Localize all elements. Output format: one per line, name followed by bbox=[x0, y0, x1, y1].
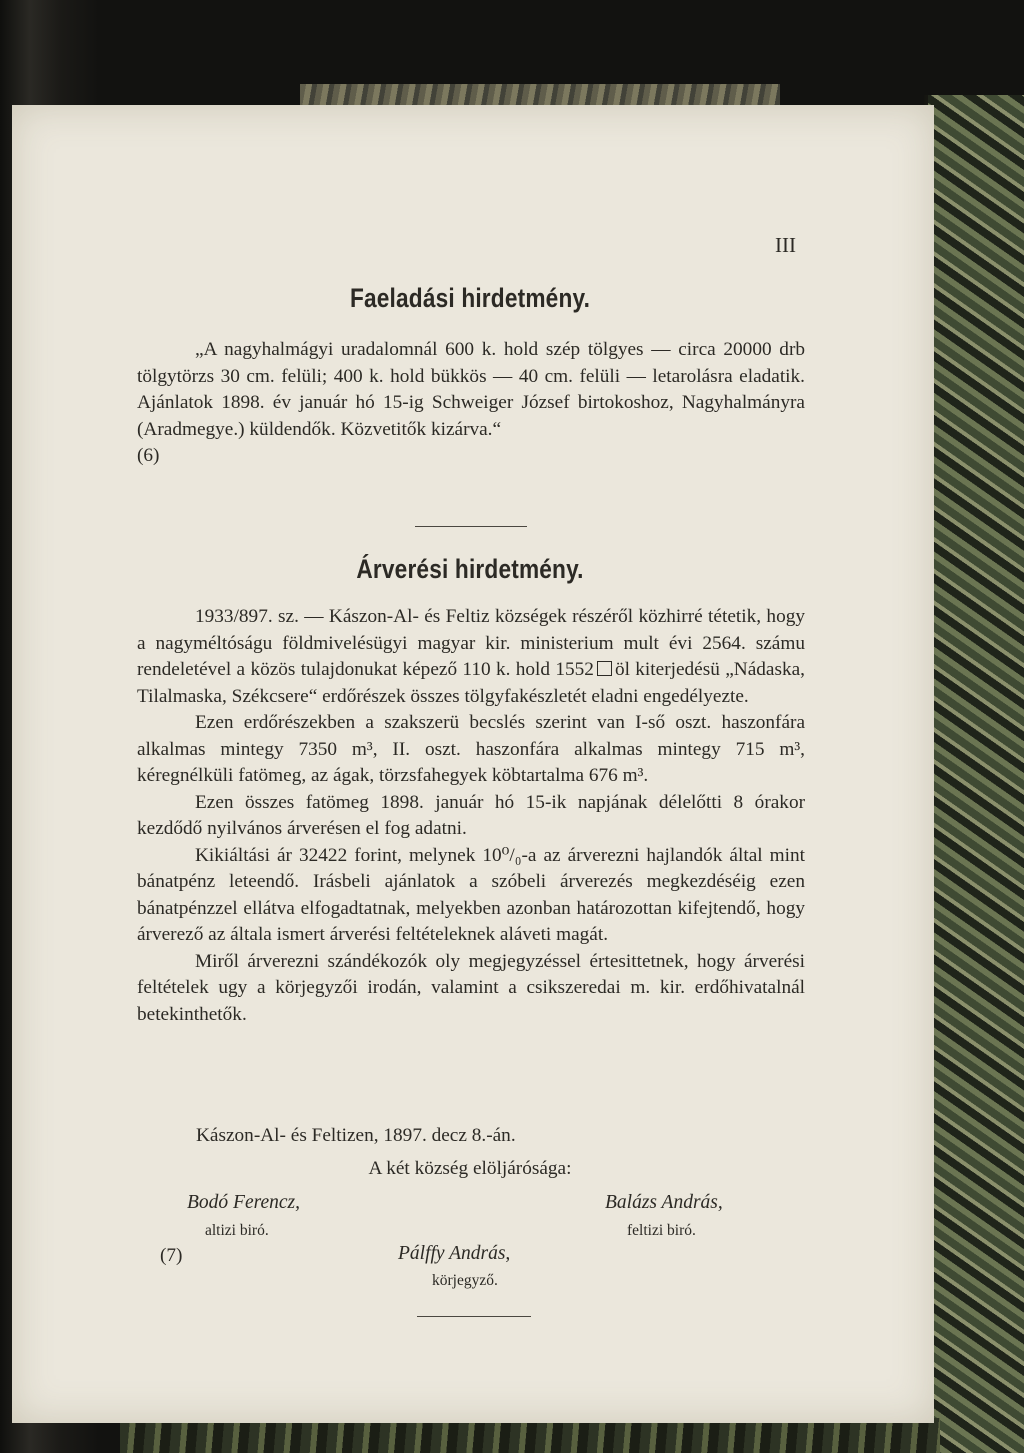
notice2-para3: Ezen összes fatömeg 1898. január hó 15-ik napjának délelőtti 8 órakor kezdődő nyilvános árverésen el fog adatni. bbox=[137, 791, 805, 839]
page-number: III bbox=[775, 233, 796, 257]
notice2-para5: Miről árverezni szándékozók oly megjegyzéssel értesittetnek, hogy árverési feltételek ugy a körjegyzői irodán, valamint a csikszeredai m. kir. erdőhivatalnál betekinthetők. bbox=[137, 950, 805, 1025]
signature-left-role: altizi biró. bbox=[205, 1222, 269, 1239]
notice2-ref: (7) bbox=[160, 1245, 183, 1266]
place-date: Kászon-Al- és Feltizen, 1897. decz 8.-án. bbox=[196, 1125, 516, 1146]
section-divider bbox=[415, 526, 527, 527]
notice2-title: Árverési hirdetmény. bbox=[356, 554, 584, 584]
signature-right-name: Balázs András, bbox=[605, 1192, 723, 1213]
notice2-para2: Ezen erdőrészekben a szakszerü becslés szerint van I-ső oszt. haszonfára alkalmas mintegy 7350 m³, II. oszt. haszonfára alkalmas mintegy 715 m³, kéregnélküli fatömeg, az ágak, törzsfahegyek köbtartalma 676 m³. bbox=[137, 712, 805, 786]
notice1-ref: (6) bbox=[137, 445, 160, 466]
notice1-title: Faeladási hirdetmény. bbox=[349, 283, 591, 313]
book-binding bbox=[928, 95, 1024, 1453]
end-divider bbox=[417, 1316, 531, 1317]
notice2-para1b: öl kiterjedésü „Nádaska, Tilalmaska, Székcsere“ erdőrészek összes tölgyfakészletét eladni engedélyezte. bbox=[137, 659, 805, 707]
notice1-body bbox=[137, 337, 805, 470]
page-bottom-edge bbox=[120, 1418, 940, 1453]
notice1-text: „A nagyhalmágyi uradalomnál 600 k. hold szép tölgyes — circa 20000 drb tölgytörzs 30 cm. felüli; 400 k. hold bükkös — 40 cm. felüli — letarolásra eladatik. Ajánlatok 1898. év január hó 15-ig Schweiger József birtokoshoz, Nagyhalmányra (Aradmegye.) küldendők. Közvetitők kizárva.“ bbox=[137, 339, 805, 440]
notice2-para1a: 1933/897. sz. — Kászon-Al- és Feltiz községek részéről közhirré tétetik, hogy a nagyméltóságu földmivelésügyi magyar kir. ministerium mult évi 2564. számu rendeletével a közös tulajdonukat képező 110 k. hold 1552 bbox=[137, 606, 805, 680]
signature-left-name: Bodó Ferencz, bbox=[187, 1192, 300, 1213]
signatories-heading: A két község elöljárósága: bbox=[368, 1158, 572, 1179]
signature-right-role: feltizi biró. bbox=[627, 1222, 696, 1239]
signature-mid-role: körjegyző. bbox=[432, 1272, 498, 1289]
square-unit-icon bbox=[597, 661, 612, 676]
signature-mid-name: Pálffy András, bbox=[398, 1243, 511, 1264]
notice2-para4: Kikiáltási ár 32422 forint, melynek 10⁰/₀-a az árverezni hajlandók által mint bánatpénz leteendő. Irásbeli ajánlatok a szóbeli árverezés megkezdéséig ezen bánatpénzzel ellátva elfogadtatnak, melyekben azonban határozottan kifejtendő, hogy árverező az általa ismert árverési feltételeknek aláveti magát. bbox=[137, 844, 805, 945]
notice2-body bbox=[137, 604, 805, 1028]
